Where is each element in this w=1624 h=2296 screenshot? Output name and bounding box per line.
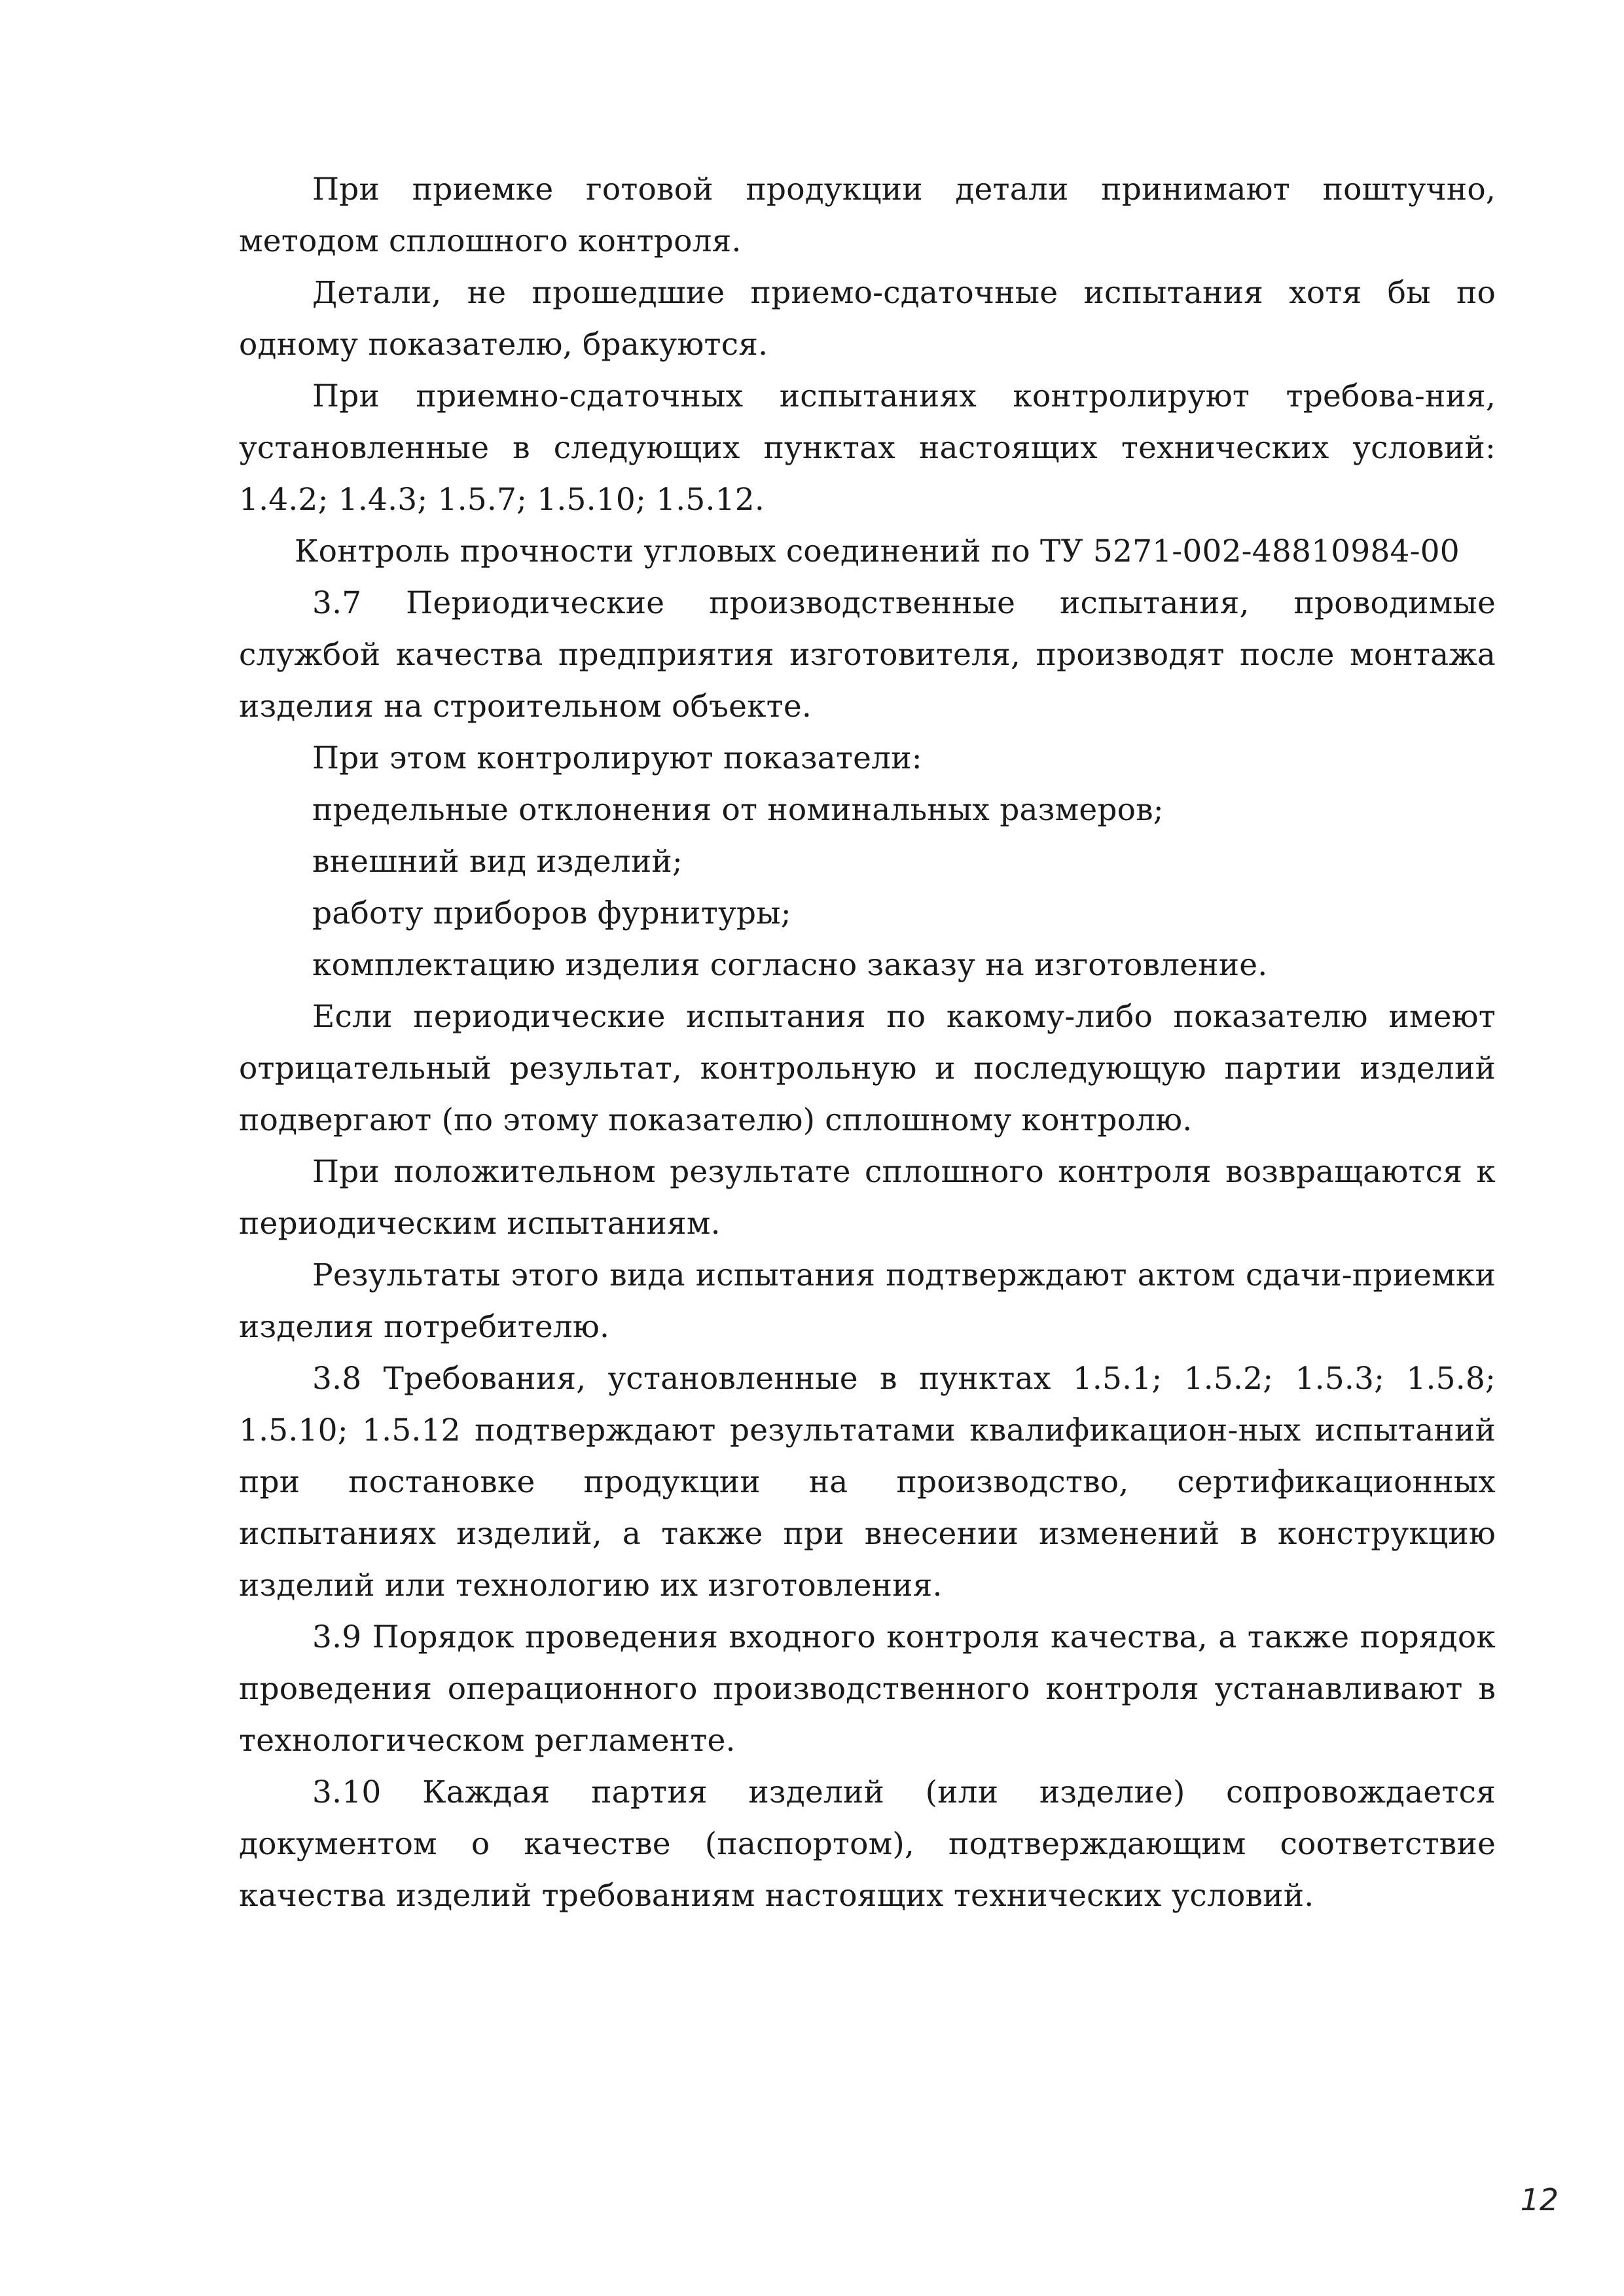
paragraph-acceptance-tests: При приемно-сдаточных испытаниях контролируют требова-ния, установленные в следующих пунктах настоящих технических условий: 1.4.2; 1.4.3; 1.5.7; 1.5.10; 1.5.12. bbox=[239, 378, 1496, 518]
page-number: 12 bbox=[1520, 2182, 1559, 2217]
paragraph-rejected-parts: Детали, не прошедшие приемо-сдаточные испытания хотя бы по одному показателю, бракуются. bbox=[239, 275, 1496, 363]
list-item-completeness: комплектацию изделия согласно заказу на изготовление. bbox=[312, 947, 1268, 983]
list-item-appearance: внешний вид изделий; bbox=[312, 844, 683, 880]
paragraph-negative-result: Если периодические испытания по какому-либо показателю имеют отрицательный результат, контрольную и последующую партии изделий подвергают (по этому показателю) сплошному контролю. bbox=[239, 999, 1496, 1138]
paragraph-corner-strength: Контроль прочности угловых соединений по ТУ 5271-002-48810984-00 bbox=[295, 533, 1460, 569]
paragraph-indicators-intro: При этом контролируют показатели: bbox=[312, 740, 922, 776]
paragraph-acceptance-piecewise: При приемке готовой продукции детали принимают поштучно, методом сплошного контроля. bbox=[239, 171, 1496, 259]
paragraph-3-8: 3.8 Требования, установленные в пунктах 1.5.1; 1.5.2; 1.5.3; 1.5.8; 1.5.10; 1.5.12 подтверждают результатами квалификацион-ных испытаний при постановке продукции на производство, сертификационных испытаниях изделий, а также при внесении изменений в конструкцию изделий или технологию их изготовления. bbox=[239, 1361, 1496, 1604]
list-item-deviations: предельные отклонения от номинальных размеров; bbox=[312, 792, 1164, 828]
paragraph-acceptance-act: Результаты этого вида испытания подтверждают актом сдачи-приемки изделия потребителю. bbox=[239, 1257, 1496, 1345]
list-item-hardware: работу приборов фурнитуры; bbox=[312, 895, 791, 931]
paragraph-3-7: 3.7 Периодические производственные испытания, проводимые службой качества предприятия изготовителя, производят после монтажа изделия на строительном объекте. bbox=[239, 585, 1496, 725]
paragraph-3-10: 3.10 Каждая партия изделий (или изделие) сопровождается документом о качестве (паспортом), подтверждающим соответствие качества изделий требованиям настоящих технических условий. bbox=[239, 1774, 1496, 1914]
paragraph-positive-result: При положительном результате сплошного контроля возвращаются к периодическим испытаниям. bbox=[239, 1154, 1496, 1242]
paragraph-3-9: 3.9 Порядок проведения входного контроля качества, а также порядок проведения операционного производственного контроля устанавливают в технологическом регламенте. bbox=[239, 1619, 1496, 1759]
document-body bbox=[239, 164, 1496, 1922]
